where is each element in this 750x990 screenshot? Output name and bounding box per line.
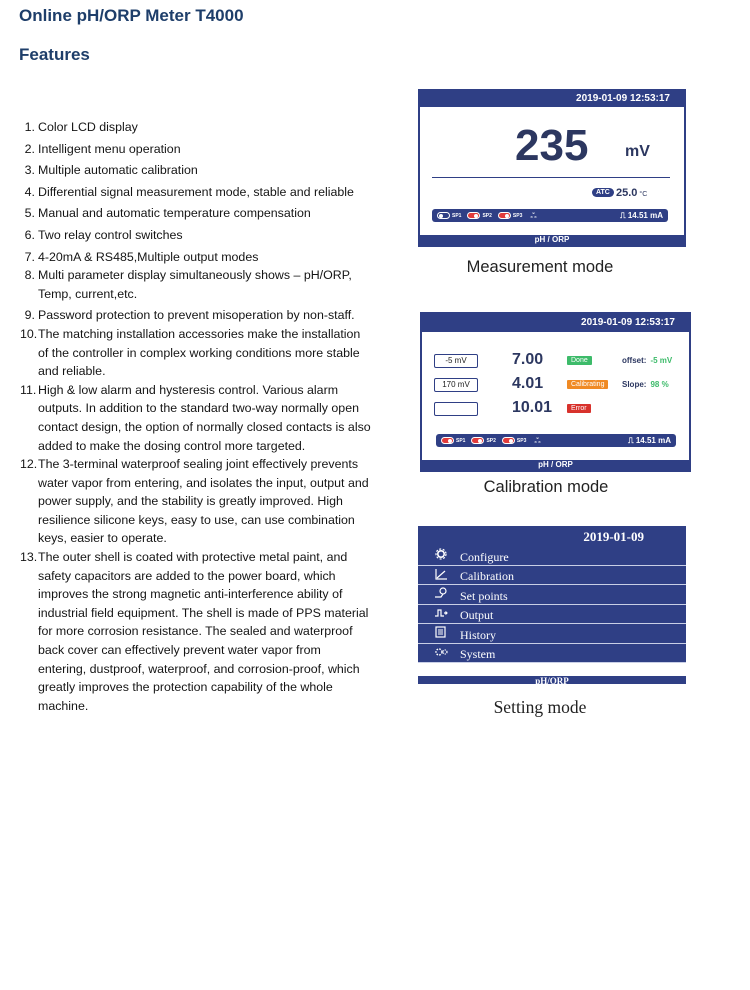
feature-item — [20, 183, 372, 202]
feature-item — [20, 248, 372, 267]
feature-text: Intelligent menu operation — [38, 141, 181, 156]
menu-item-configure[interactable] — [418, 546, 686, 566]
calibration-buffer-value: 4.01 — [512, 375, 544, 392]
measurement-screen — [418, 89, 686, 247]
feature-list — [20, 118, 372, 715]
screen-datetime: 2019-01-09 12:53:17 — [422, 314, 689, 332]
calibration-mv-box — [434, 402, 478, 416]
temperature-value: 25.0 — [616, 187, 638, 199]
history-icon — [434, 626, 448, 638]
feature-text: Differential signal measurement mode, stable and reliable — [38, 184, 354, 199]
relay-indicator: SP2 — [471, 437, 495, 444]
screen-footer: pH / ORP — [422, 460, 689, 470]
relay-indicator: SP1 — [437, 212, 461, 219]
system-icon — [434, 646, 448, 658]
feature-number: 8. — [24, 268, 35, 283]
output-icon: ⎍ — [620, 210, 628, 220]
feature-item — [20, 266, 372, 303]
setpoint-icon — [434, 587, 448, 599]
feature-text: Two relay control switches — [38, 227, 183, 242]
feature-number: 11. — [20, 382, 37, 397]
feature-text: Manual and automatic temperature compensation — [38, 206, 311, 221]
feature-text: High & low alarm and hysteresis control. Various alarm outputs. In addition to the standard two-way normally open contact design, the option of normally closed contacts is also added to make the dosing control more targeted. — [38, 382, 371, 453]
calibration-row — [434, 375, 605, 393]
output-current: ⎍ 14.51 mA — [620, 210, 663, 220]
gear-icon — [434, 548, 448, 560]
calibration-row — [434, 399, 587, 417]
feature-text: Multiple automatic calibration — [38, 163, 198, 178]
calibration-row — [434, 351, 588, 369]
feature-item — [20, 161, 372, 180]
feature-number: 7. — [24, 249, 35, 264]
menu-item-label: Output — [460, 608, 494, 622]
temperature-unit: °C — [639, 191, 648, 198]
screen-datetime: 2019-01-09 12:53:17 — [420, 91, 684, 107]
feature-item — [20, 306, 372, 325]
calibration-buffer-value: 10.01 — [512, 399, 553, 416]
relay-indicator: SP3 — [498, 212, 522, 219]
status-badge: Done — [567, 356, 592, 365]
relay-on-icon — [441, 437, 454, 444]
relay-indicator: SP1 — [441, 437, 465, 444]
feature-text: Password protection to prevent misoperation by non-staff. — [38, 308, 355, 323]
measurement-caption: Measurement mode — [466, 258, 614, 276]
output-icon — [434, 607, 448, 619]
menu-item-calibration[interactable] — [418, 566, 686, 586]
feature-text: The outer shell is coated with protective metal paint, and safety capacitors are added to the power board, which improves the strong magnetic anti-interference ability of industrial field equipment. The shell is made of PPS material for more corrosion resistance. The sealed and waterproof back cover can effectively prevent water vapor from entering, dustproof, waterproof, and corrosion-proof, which greatly improves the protection capability of the whole machine. — [38, 550, 369, 713]
feature-text: The 3-terminal waterproof sealing joint effectively prevents water vapor from entering, and isolates the input, output and power supply, and the stability is greatly improved. High resilience silicone keys, easy to use, can use combination keys, easier to operate. — [38, 457, 369, 546]
menu-item-label: History — [460, 627, 496, 642]
menu-item-label: System — [460, 647, 496, 661]
feature-item — [20, 455, 372, 548]
measurement-value: 235 — [515, 121, 589, 170]
calibration-caption: Calibration mode — [483, 478, 609, 496]
feature-number: 9. — [24, 308, 35, 323]
menu-blank-row — [418, 663, 686, 676]
relay-on-icon — [471, 437, 484, 444]
feature-item — [20, 204, 372, 223]
menu-item-history[interactable] — [418, 624, 686, 644]
output-icon: ⎍ — [628, 435, 636, 445]
slope-readout: Slope: 98 % — [622, 380, 669, 389]
screen-footer: pH / ORP — [420, 235, 684, 245]
calibration-icon — [434, 568, 448, 580]
feature-item — [20, 548, 372, 715]
feature-item — [20, 140, 372, 159]
screen-footer: pH/ORP — [535, 676, 569, 686]
feature-number: 1. — [24, 120, 35, 134]
calibration-mv-box: -5 mV — [434, 354, 478, 368]
calibration-mv-box: 170 mV — [434, 378, 478, 392]
feature-item — [20, 381, 372, 455]
feature-number: 4. — [24, 184, 35, 199]
feature-item — [20, 118, 372, 137]
screen-date: 2019-01-09 — [583, 529, 644, 544]
feature-text: Color LCD display — [38, 120, 138, 134]
feature-number: 6. — [24, 227, 35, 242]
feature-text: 4-20mA & RS485,Multiple output modes — [38, 249, 259, 264]
divider — [432, 177, 670, 178]
relay-status-bar — [436, 434, 676, 447]
settings-screen — [418, 526, 686, 684]
setting-caption: Setting mode — [493, 697, 587, 717]
relay-status-bar — [432, 209, 668, 222]
offset-readout: offset: -5 mV — [622, 356, 673, 365]
feature-number: 5. — [24, 206, 35, 221]
relay-on-icon — [502, 437, 515, 444]
feature-number: 2. — [24, 141, 35, 156]
calibration-buffer-value: 7.00 — [512, 351, 544, 368]
feature-text: Multi parameter display simultaneously shows – pH/ORP, Temp, current,etc. — [38, 268, 352, 301]
menu-item-label: Configure — [460, 549, 509, 564]
hold-icon: ஃ — [534, 435, 541, 445]
feature-number: 12. — [20, 457, 38, 472]
menu-item-set-points[interactable] — [418, 585, 686, 605]
menu-item-label: Calibration — [460, 569, 514, 583]
status-badge: Error — [567, 404, 591, 413]
calibration-screen — [420, 312, 691, 472]
relay-indicator: SP3 — [502, 437, 526, 444]
feature-number: 3. — [24, 163, 35, 178]
menu-item-system[interactable] — [418, 644, 686, 664]
measurement-unit: mV — [625, 143, 650, 160]
section-heading: Features — [19, 45, 90, 64]
feature-item — [20, 226, 372, 245]
feature-text: The matching installation accessories make the installation of the controller in complex working conditions more stable and reliable. — [38, 326, 361, 379]
relay-on-icon — [498, 212, 511, 219]
status-badge: Calibrating — [567, 380, 608, 389]
feature-number: 13. — [20, 550, 38, 565]
relay-off-icon — [437, 212, 450, 219]
menu-item-output[interactable] — [418, 605, 686, 625]
hold-icon: ஃ — [530, 210, 537, 220]
temperature-readout — [616, 187, 647, 199]
feature-number: 10. — [20, 326, 38, 341]
relay-on-icon — [467, 212, 480, 219]
page-title: Online pH/ORP Meter T4000 — [19, 6, 244, 25]
relay-indicator: SP2 — [467, 212, 491, 219]
feature-item — [20, 325, 372, 381]
menu-item-label: Set points — [460, 588, 508, 603]
atc-badge: ATC — [592, 188, 614, 197]
output-current: ⎍ 14.51 mA — [628, 435, 671, 445]
